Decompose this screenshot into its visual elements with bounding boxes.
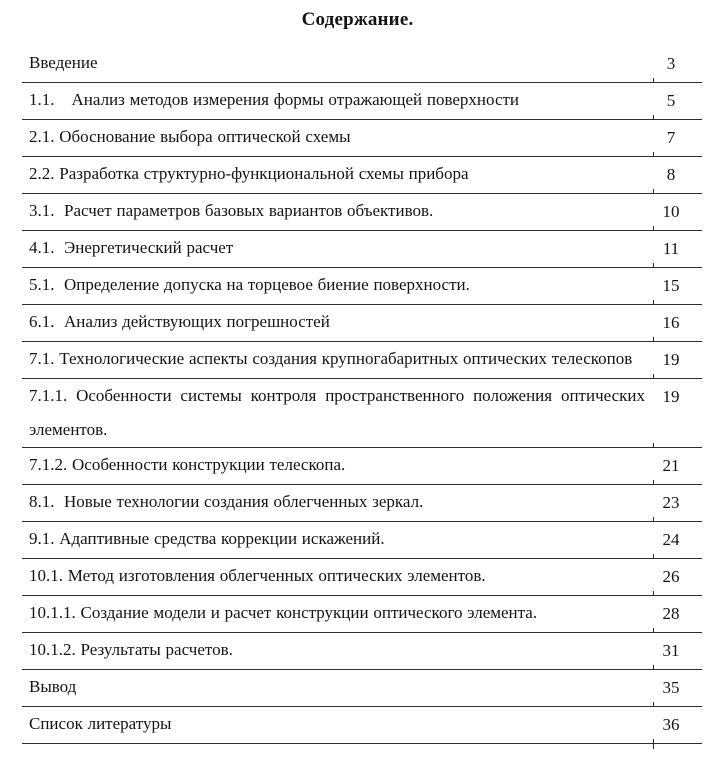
page-title: Содержание. [301, 9, 414, 30]
toc-entry-page-number: 28 [653, 596, 702, 633]
toc-entry-title: 10.1.2. Результаты расчетов. [22, 633, 653, 670]
toc-entry-page-number: 19 [653, 379, 702, 448]
toc-entry-page-number: 8 [653, 157, 702, 194]
toc-entry-page-number: 11 [653, 231, 702, 268]
toc-row [22, 268, 702, 305]
toc-entry-title: Список литературы [22, 707, 653, 744]
toc-entry-page-number: 21 [653, 448, 702, 485]
toc-entry-title: 6.1. Анализ действующих погрешностей [22, 305, 653, 342]
toc-entry-title: 7.1. Технологические аспекты создания крупногабаритных оптических телескопов [22, 342, 653, 379]
toc-entry-page-number: 36 [653, 707, 702, 744]
toc-entry-page-number: 5 [653, 83, 702, 120]
toc-row [22, 522, 702, 559]
toc-entry-title: 2.2. Разработка структурно-функциональной схемы прибора [22, 157, 653, 194]
toc-row [22, 559, 702, 596]
toc-entry-page-number: 16 [653, 305, 702, 342]
toc-entry-page-number: 15 [653, 268, 702, 305]
toc-row [22, 670, 702, 707]
toc-entry-page-number: 7 [653, 120, 702, 157]
toc-entry-page-number: 31 [653, 633, 702, 670]
toc-entry-title: 10.1.1. Создание модели и расчет конструкции оптического элемента. [22, 596, 653, 633]
toc-entry-page-number: 3 [653, 46, 702, 83]
toc-body [22, 46, 702, 744]
toc-row [22, 305, 702, 342]
toc-entry-title: 8.1. Новые технологии создания облегченных зеркал. [22, 485, 653, 522]
toc-table [22, 46, 702, 744]
toc-entry-title: 7.1.1. Особенности системы контроля пространственного положения оптических элементов. [22, 379, 653, 448]
toc-entry-page-number: 23 [653, 485, 702, 522]
toc-row [22, 448, 702, 485]
toc-entry-title: 5.1. Определение допуска на торцевое биение поверхности. [22, 268, 653, 305]
toc-entry-title: 1.1. Анализ методов измерения формы отражающей поверхности [22, 83, 653, 120]
toc-entry-title: 2.1. Обоснование выбора оптической схемы [22, 120, 653, 157]
toc-entry-page-number: 10 [653, 194, 702, 231]
toc-row [22, 596, 702, 633]
toc-entry-title: Введение [22, 46, 653, 83]
toc-entry-title: Вывод [22, 670, 653, 707]
toc-row [22, 194, 702, 231]
toc-row [22, 633, 702, 670]
toc-row [22, 120, 702, 157]
toc-row [22, 707, 702, 744]
toc-row [22, 342, 702, 379]
toc-entry-page-number: 19 [653, 342, 702, 379]
toc-entry-title: 7.1.2. Особенности конструкции телескопа. [22, 448, 653, 485]
toc-row [22, 83, 702, 120]
toc-entry-title: 3.1. Расчет параметров базовых вариантов объективов. [22, 194, 653, 231]
toc-entry-page-number: 24 [653, 522, 702, 559]
toc-row [22, 485, 702, 522]
toc-entry-page-number: 35 [653, 670, 702, 707]
toc-entry-title: 4.1. Энергетический расчет [22, 231, 653, 268]
toc-entry-title: 9.1. Адаптивные средства коррекции искажений. [22, 522, 653, 559]
toc-row [22, 231, 702, 268]
toc-row [22, 157, 702, 194]
toc-entry-title: 10.1. Метод изготовления облегченных оптических элементов. [22, 559, 653, 596]
toc-entry-page-number: 26 [653, 559, 702, 596]
toc-row [22, 379, 702, 448]
toc-row [22, 46, 702, 83]
